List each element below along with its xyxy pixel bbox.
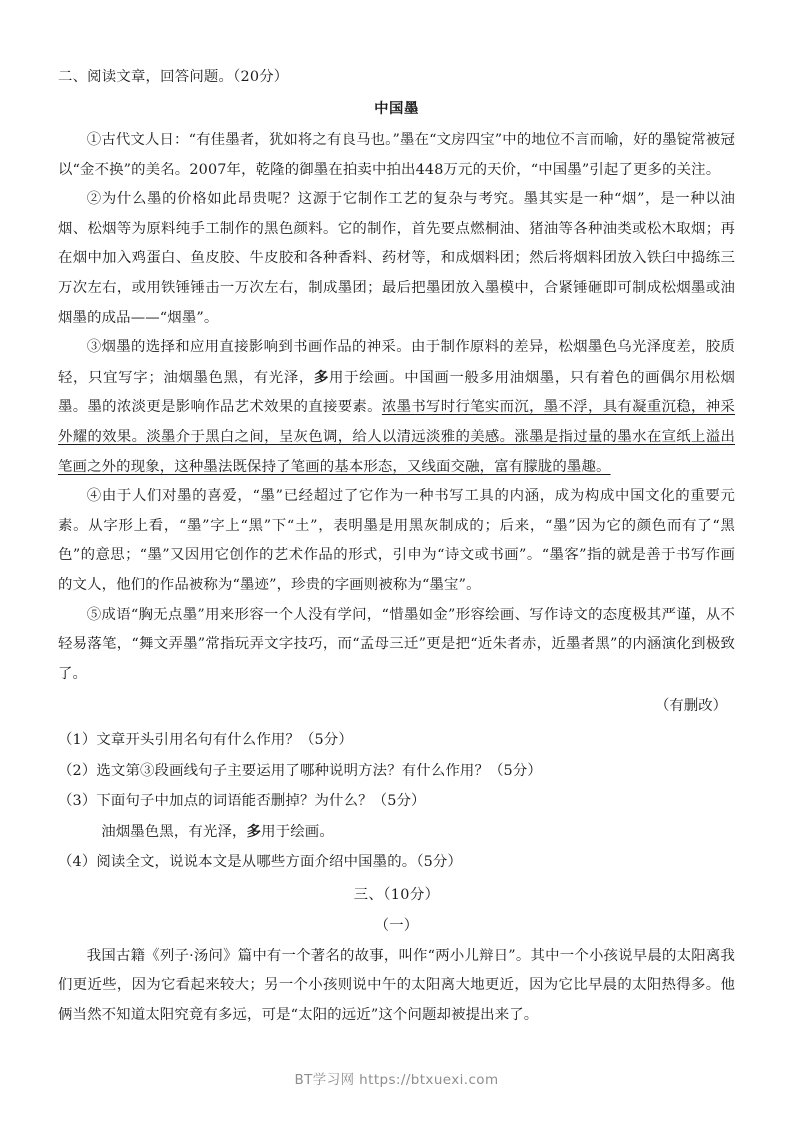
article-paragraph-5: ⑤成语“胸无点墨”用来形容一个人没有学问，“惜墨如金”形容绘画、写作诗文的态度极其严谨，从不轻易落笔，“舞文弄墨”常指玩弄文字技巧，而“孟母三迁”更是把“近朱者赤，近墨者黑”的内涵演化到极致了。 [58,606,735,682]
section-three-paragraph: 我国古籍《列子·汤问》篇中有一个著名的故事，叫作“两小儿辩日”。其中一个小孩说早晨的太阳离我们更近些，因为它看起来较大；另一个小孩则说中午的太阳离大地更近，因为它比早晨的太阳热得多。他俩当然不知道太阳究竟有多远，可是“太阳的远近”这个问题却被提出来了。 [58,947,735,1023]
quote-after-emphasis: 用于绘画。 [261,823,334,840]
quote-emphasis-word: 多 [246,822,262,840]
footer-watermark: BT学习网 https://btxuexi.com [294,1072,499,1088]
article-paragraph-3 [58,333,735,482]
paragraph-3-lead: ③烟墨的选择和应用直接影响到书画作品的神采。由于制作原料的差异，松烟墨色乌光泽度差，胶质轻，只宜写字；油烟墨色黑，有光泽， [58,339,735,386]
article-title: 中国墨 [374,100,419,117]
section-two-heading: 二、阅读文章，回答问题。（20分） [58,69,289,85]
paragraph-3-underlined-sentence: 浓墨书写时行笔实而沉，墨不浮，具有凝重沉稳，神采外耀的效果。淡墨介于黑白之间，呈灰色调，给人以清远淡雅的美感。涨墨是指过量的墨水在宣纸上溢出笔画之外的现象，这种墨法既保持了笔画的基本形态，又线面交融，富有朦胧的墨趣。 [58,399,735,475]
source-note: （有删改） [655,698,727,715]
page-content [58,62,735,1031]
section-three-subheading: （一） [374,917,419,934]
article-paragraph-2: ②为什么墨的价格如此昂贵呢？这源于它制作工艺的复杂与考究。墨其实是一种“烟”，是一种以油烟、松烟等为原料纯手工制作的黑色颜料。它的制作，首先要点燃桐油、猪油等各种油类或松木取烟；再在烟中加入鸡蛋白、鱼皮胶、牛皮胶和各种香料、药材等，和成烟料团；然后将烟料团放入铁臼中捣练三万次左右，或用铁锤锤击一万次左右，制成墨团；最后把墨团放入墨模中，合紧锤砸即可制成松烟墨或油烟墨的成品——“烟墨”。 [58,191,735,326]
paragraph-3-emphasis-word: 多 [313,368,330,386]
quote-before-emphasis: 油烟墨色黑，有光泽， [101,823,247,840]
paragraph-3-middle: 用于绘画。中国画一般多用油烟墨，只有着色的画偶尔用松烟墨。墨的浓淡更是影响作品艺术效果的直接要素。 [58,369,735,416]
article-paragraph-1: ①古代文人日：“有佳墨者，犹如将之有良马也。”墨在“文房四宝”中的地位不言而喻，好的墨锭常被冠以“金不换”的美名。2007年，乾隆的御墨在拍卖中拍出448万元的天价，“中国墨”引起了更多的关注。 [58,132,735,178]
question-3-quoted-sentence [58,817,735,848]
question-item-4: （4）阅读全文，说说本文是从哪些方面介绍中国墨的。（5分） [58,854,463,871]
question-item-2: （2）选文第③段画线句子主要运用了哪种说明方法？有什么作用？（5分） [58,762,542,779]
section-three-heading: 三、（10分） [353,886,440,903]
question-list [58,725,735,817]
question-item-1: （1）文章开头引用名句有什么作用？（5分） [58,732,353,749]
article-paragraph-4: ④由于人们对墨的喜爱，“墨”已经超过了它作为一种书写工具的内涵，成为构成中国文化的重要元素。从字形上看，“墨”字上“黑”下“土”，表明墨是用黑灰制成的；后来，“墨”因为它的颜色而有了“黑色”的意思；“墨”又因用它创作的艺术作品的形式，引申为“诗文或书画”。“墨客”指的就是善于书写作画的文人，他们的作品被称为“墨迹”，珍贵的字画则被称为“墨宝”。 [58,488,735,593]
question-item-3: （3）下面句子中加点的词语能否删掉？为什么？（5分） [58,793,426,810]
